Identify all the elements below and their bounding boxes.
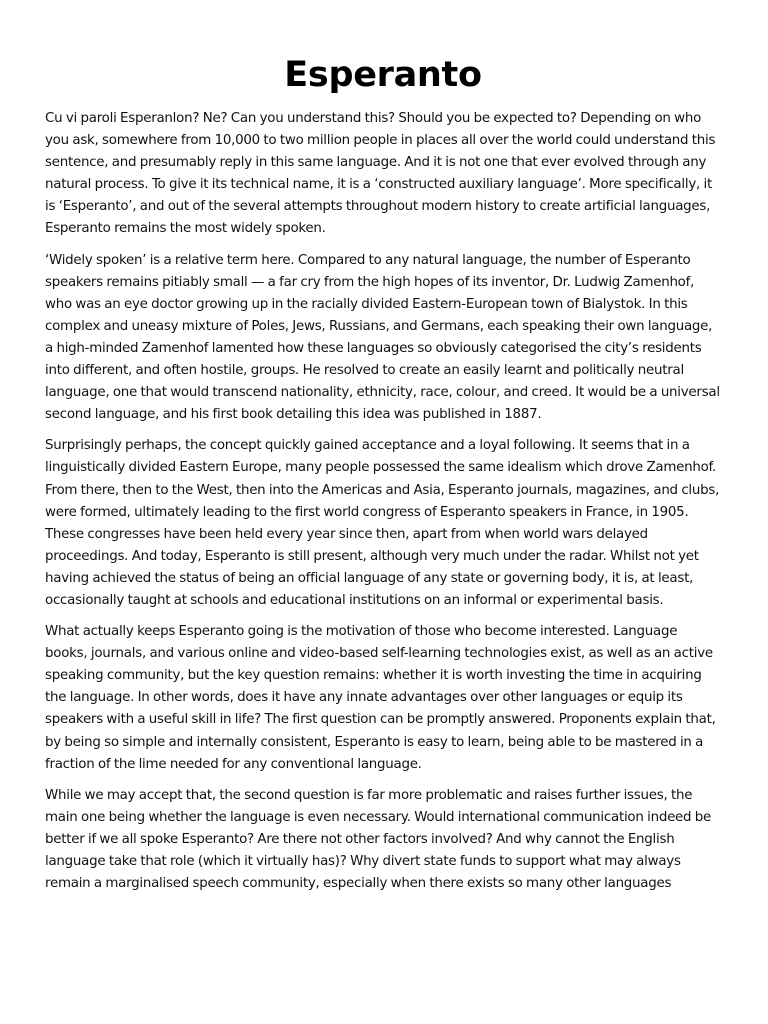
paragraph-4: What actually keeps Esperanto going is the motivation of those who become interested. Language books, journals, and various online and video-based self-learning technologies exist, as well as an active speaking community, but the key question remains: whether it is worth investing the time in acquiring the language. In other words, does it have any innate advantages over other languages or equip its speakers with a useful skill in life? The first question can be promptly answered. Proponents explain that, by being so simple and internally consistent, Esperanto is easy to learn, being able to be mastered in a fraction of the lime needed for any conventional language. bbox=[45, 624, 716, 772]
paragraph-2: ‘Widely spoken’ is a relative term here. Compared to any natural language, the number of Esperanto speakers remains pitiably small — a far cry from the high hopes of its inventor, Dr. Ludwig Zamenhof, who was an eye doctor growing up in the racially divided Eastern-European town of Bialystok. In this complex and uneasy mixture of Poles, Jews, Russians, and Germans, each speaking their own language, a high-minded Zamenhof lamented how these languages so obviously categorised the city’s residents into different, and often hostile, groups. He resolved to create an easily learnt and politically neutral language, one that would transcend nationality, ethnicity, race, colour, and creed. It would be a universal second language, and his first book detailing this idea was published in 1887. bbox=[45, 252, 720, 423]
paragraph-1: Cu vi paroli Esperanlon? Ne? Can you understand this? Should you be expected to? Depending on who you ask, somewhere from 10,000 to two million people in places all over the world could understand this sentence, and presumably reply in this same language. And it is not one that ever evolved through any natural process. To give it its technical name, it is a ‘constructed auxiliary language’. More specifically, it is ‘Esperanto’, and out of the several attempts throughout modern history to create artificial languages, Esperanto remains the most widely spoken. bbox=[45, 111, 716, 237]
paragraph-3: Surprisingly perhaps, the concept quickly gained acceptance and a loyal following. It seems that in a linguistically divided Eastern Europe, many people possessed the same idealism which drove Zamenhof. From there, then to the West, then into the Americas and Asia, Esperanto journals, magazines, and clubs, were formed, ultimately leading to the first world congress of Esperanto speakers in France, in 1905. These congresses have been held every year since then, apart from when world wars delayed proceedings. And today, Esperanto is still present, although very much under the radar. Whilst not yet having achieved the status of being an official language of any state or governing body, it is, at least, occasionally taught at schools and educational institutions on an informal or experimental basis. bbox=[45, 438, 720, 608]
document-page bbox=[45, 52, 721, 904]
document-title: Esperanto bbox=[284, 55, 482, 95]
paragraph-5: While we may accept that, the second question is far more problematic and raises further issues, the main one being whether the language is even necessary. Would international communication indeed be better if we all spoke Esperanto? Are there not other factors involved? And why cannot the English language take that role (which it virtually has)? Why divert state funds to support what may always remain a marginalised speech community, especially when there exists so many other languages bbox=[45, 787, 712, 892]
